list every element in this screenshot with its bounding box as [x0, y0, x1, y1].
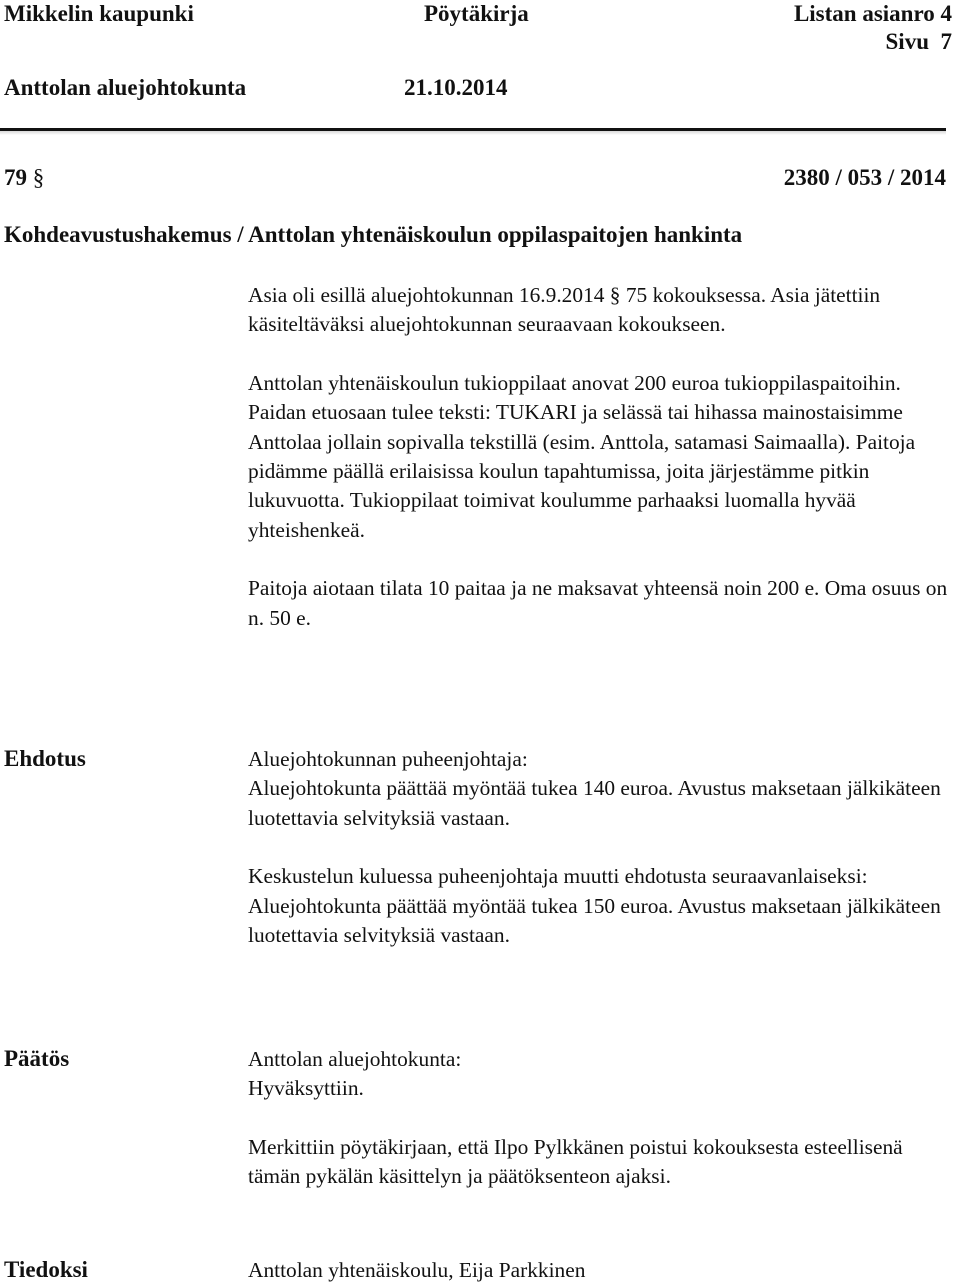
proposal-text: [248, 745, 954, 950]
decision-body: Anttolan aluejohtokunta:: [248, 1047, 462, 1071]
page-number: Sivu 7: [885, 29, 952, 54]
intro-paragraph-1: Asia oli esillä aluejohtokunnan 16.9.2014 § 75 kokouksessa. Asia jätettiin käsiteltäväksi aluejohtokunnan seuraavaan kokoukseen.: [248, 283, 881, 337]
notice-recipient: Anttolan yhtenäiskoulu, Eija Parkkinen: [248, 1258, 586, 1282]
header-divider-shadow: [0, 131, 946, 135]
intro-text: [248, 281, 954, 633]
intro-paragraph-3: Paitoja aiotaan tilata 10 paitaa ja ne maksavat yhteensä noin 200 e. Oma osuus on n. 50 e.: [248, 576, 948, 630]
decision-text: [248, 1045, 954, 1192]
decision-result: Hyväksyttiin.: [248, 1076, 364, 1101]
case-number: 2380 / 053 / 2014: [783, 165, 946, 190]
proposal-author: Aluejohtokunnan puheenjohtaja:: [248, 747, 528, 771]
case-title: Kohdeavustushakemus / Anttolan yhtenäiskoulun oppilaspaitojen hankinta: [4, 222, 743, 247]
notice-text: [248, 1256, 954, 1285]
decision-note: Merkittiin pöytäkirjaan, että Ilpo Pylkkänen poistui kokouksesta esteellisenä tämän pykälän käsittelyn ja päätöksenteon ajaksi.: [248, 1134, 903, 1189]
proposal-label: Ehdotus: [4, 746, 86, 771]
committee-name: Anttolan aluejohtokunta: [4, 75, 247, 100]
notice-label: Tiedoksi: [4, 1257, 88, 1282]
section-heading: [4, 164, 44, 192]
proposal-change-note: Keskustelun kuluessa puheenjohtaja muutti ehdotusta seuraavanlaiseksi:: [248, 864, 868, 889]
item-number: Listan asianro 4: [793, 1, 952, 26]
decision-label: Päätös: [4, 1046, 70, 1071]
section-symbol: §: [32, 165, 45, 190]
section-number: 79: [4, 165, 27, 190]
proposal-original: Aluejohtokunta päättää myöntää tukea 140 euroa. Avustus maksetaan jälkikäteen luotettavia selvityksiä vastaan.: [248, 776, 941, 830]
proposal-amended: Aluejohtokunta päättää myöntää tukea 150 euroa. Avustus maksetaan jälkikäteen luotettavia selvityksiä vastaan.: [248, 893, 941, 948]
intro-paragraph-2: Anttolan yhtenäiskoulun tukioppilaat anovat 200 euroa tukioppilaspaitoihin. Paidan etuosaan tulee teksti: TUKARI ja selässä tai hihassa mainostaisimme Anttolaa jollain sopivalla tekstillä (esim. Anttola, satamasi Saimaalla). Paitoja pidämme päällä erilaisissa koulun tapahtumissa, joita järjestämme pitkin lukuvuotta. Tukioppilaat toimivat koulumme parhaaksi luomalla hyvää yhteishenkeä.: [248, 370, 916, 542]
city-name: Mikkelin kaupunki: [4, 1, 194, 26]
meeting-date: 21.10.2014: [404, 75, 508, 100]
document-type: Pöytäkirja: [424, 1, 529, 26]
